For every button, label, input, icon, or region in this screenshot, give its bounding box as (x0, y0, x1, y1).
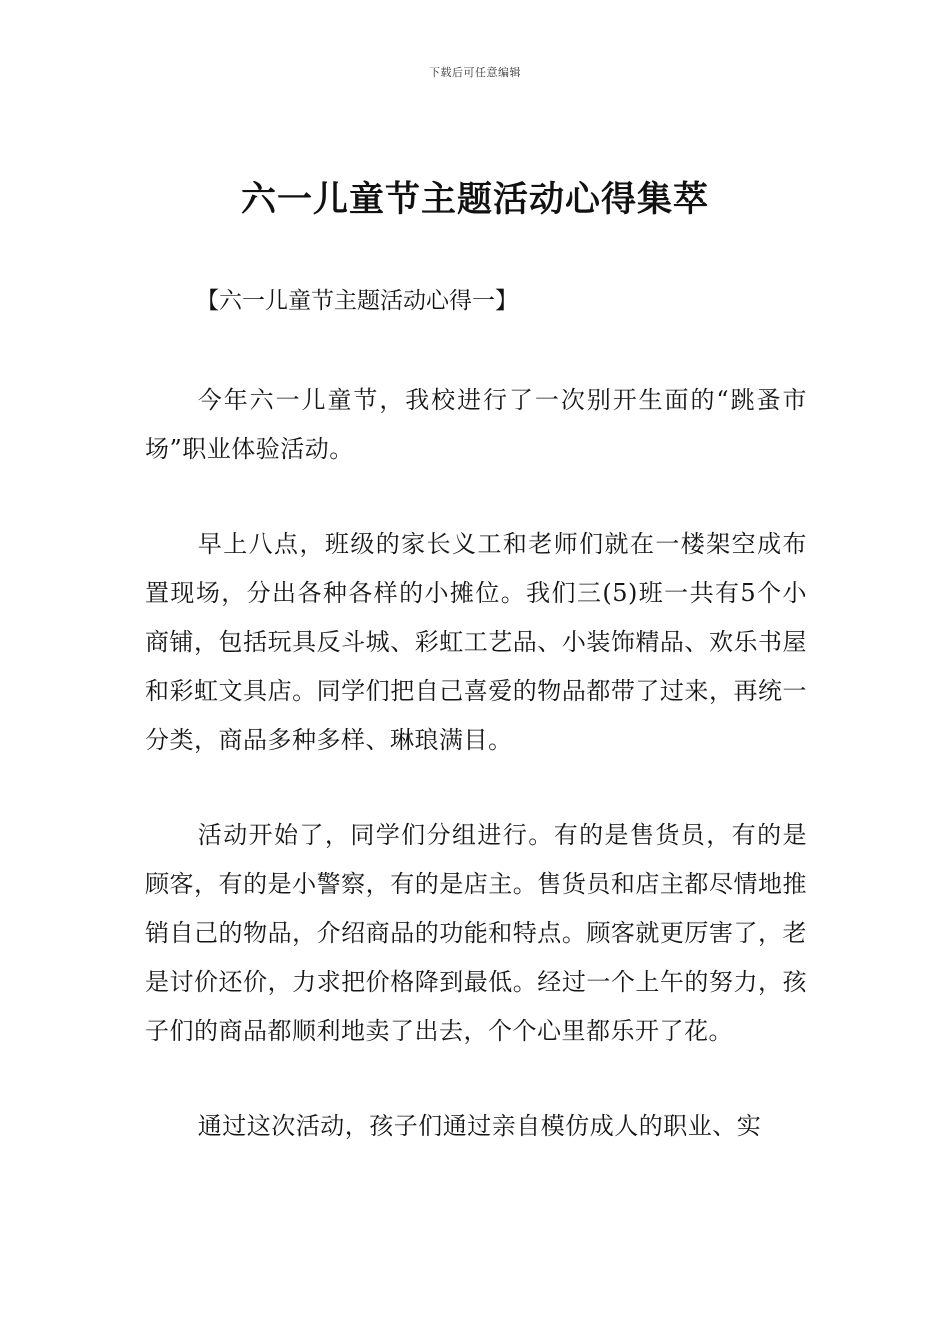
paragraph-4: 通过这次活动，孩子们通过亲自模仿成人的职业、实 (197, 1112, 762, 1140)
header-note: 下载后可任意编辑 (429, 66, 521, 79)
body-text (145, 376, 807, 1197)
document-title: 六一儿童节主题活动心得集萃 (240, 180, 709, 220)
section-heading: 【六一儿童节主题活动心得一】 (196, 288, 518, 314)
paragraph-3: 活动开始了，同学们分组进行。有的是售货员，有的是顾客，有的是小警察，有的是店主。售货员和店主都尽情地推销自己的物品，介绍商品的功能和特点。顾客就更厉害了，老是讨价还价，力求把价格降到最低。经过一个上午的努力，孩子们的商品都顺利地卖了出去，个个心里都乐开了花。 (145, 821, 807, 1045)
paragraph-1: 今年六一儿童节，我校进行了一次别开生面的“跳蚤市场”职业体验活动。 (145, 386, 807, 463)
paragraph-2: 早上八点，班级的家长义工和老师们就在一楼架空成布置现场，分出各种各样的小摊位。我们三(5)班一共有5个小商铺，包括玩具反斗城、彩虹工艺品、小装饰精品、欢乐书屋和彩虹文具店。同学们把自己喜爱的物品都带了过来，再统一分类，商品多种多样、琳琅满目。 (145, 530, 807, 754)
